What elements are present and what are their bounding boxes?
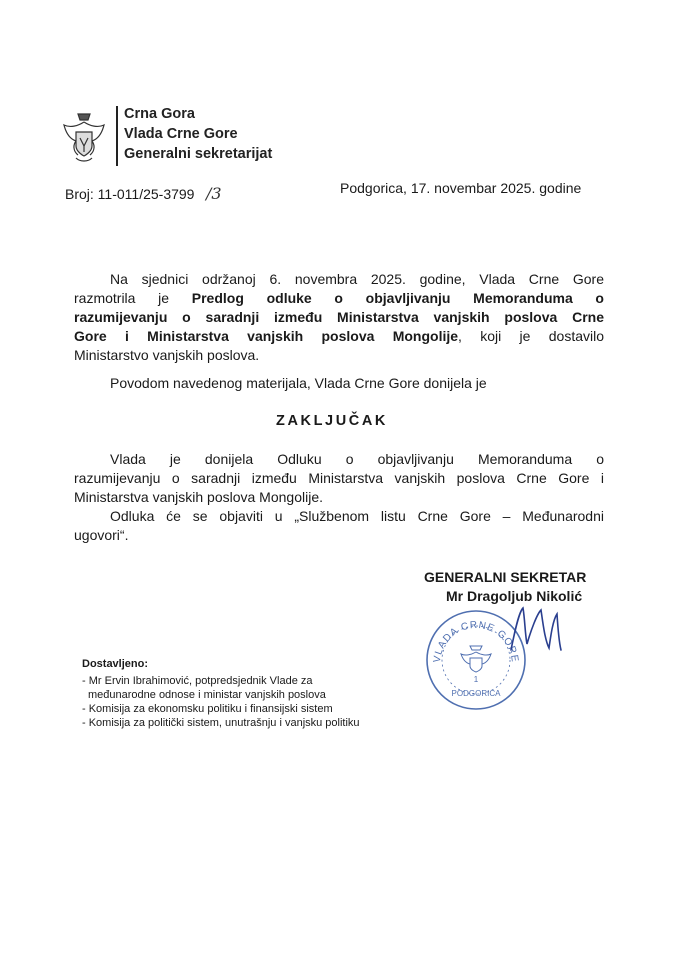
bold-text-run: Predlog odluke o objavljivanju Memoranduma o	[191, 290, 604, 306]
text-run: , koji je dostavilo	[458, 328, 605, 344]
stamp-number: 1	[473, 675, 479, 684]
stamp-bottom-text: PODGORICA	[451, 689, 501, 698]
handwritten-reference-suffix: /3	[206, 184, 222, 203]
stamp-top-text: VLADA CRNE GORE	[431, 619, 521, 664]
text-run: Na sjednici održanoj 6. novembra 2025. godine, Vlada Crne Gore	[110, 271, 604, 287]
paragraph-1-line-5	[74, 346, 259, 365]
paragraph-4-line-2: ugovori“.	[74, 527, 129, 543]
text-run: razmotrila je	[74, 290, 192, 306]
reference-number: Broj: 11-011/25-3799	[65, 186, 195, 202]
header-divider	[116, 106, 118, 166]
paragraph-2: Povodom navedenog materijala, Vlada Crne Gore donijela je	[110, 375, 487, 391]
distribution-item: - Komisija za ekonomsku politiku i finansijski sistem	[82, 703, 333, 715]
distribution-item: - Mr Ervin Ibrahimović, potpredsjednik Vlade za	[82, 675, 313, 687]
paragraph-3-line-1: Vlada je donijela Odluku o objavljivanju Memoranduma o	[110, 451, 604, 467]
bold-text-run: Gore i Ministarstva vanjskih poslova Mongolije	[74, 328, 459, 344]
distribution-item: međunarodne odnose i ministar vanjskih poslova	[88, 689, 326, 701]
paragraph-1-line-2	[74, 289, 604, 308]
paragraph-3-line-3: Ministarstva vanjskih poslova Mongolije.	[74, 489, 323, 505]
signatory-name: Mr Dragoljub Nikolić	[446, 588, 583, 604]
paragraph-4-line-1: Odluka će se objaviti u „Službenom listu Crne Gore – Međunarodni	[110, 508, 604, 524]
header-country: Crna Gora	[124, 106, 195, 122]
signatory-title: GENERALNI SEKRETAR	[424, 569, 587, 585]
paragraph-1-line-1	[110, 270, 604, 289]
paragraph-1-line-4	[74, 327, 604, 346]
text-run: Ministarstvo vanjskih poslova.	[74, 347, 260, 363]
place-and-date: Podgorica, 17. novembar 2025. godine	[340, 180, 582, 196]
header-government: Vlada Crne Gore	[124, 126, 238, 142]
bold-text-run: razumijevanju o saradnji između Ministarstva vanjskih poslova Crne	[74, 309, 604, 325]
distribution-item: - Komisija za politički sistem, unutrašnju i vanjsku politiku	[82, 717, 360, 729]
paragraph-3-line-2: razumijevanju o saradnji između Ministarstva vanjskih poslova Crne Gore i	[74, 470, 604, 486]
handwritten-signature	[505, 600, 565, 660]
conclusion-heading: ZAKLJUČAK	[276, 413, 389, 429]
header-secretariat: Generalni sekretarijat	[124, 146, 273, 162]
coat-of-arms-icon	[62, 110, 106, 166]
paragraph-1-line-3	[74, 308, 604, 327]
distribution-label: Dostavljeno:	[82, 658, 149, 670]
